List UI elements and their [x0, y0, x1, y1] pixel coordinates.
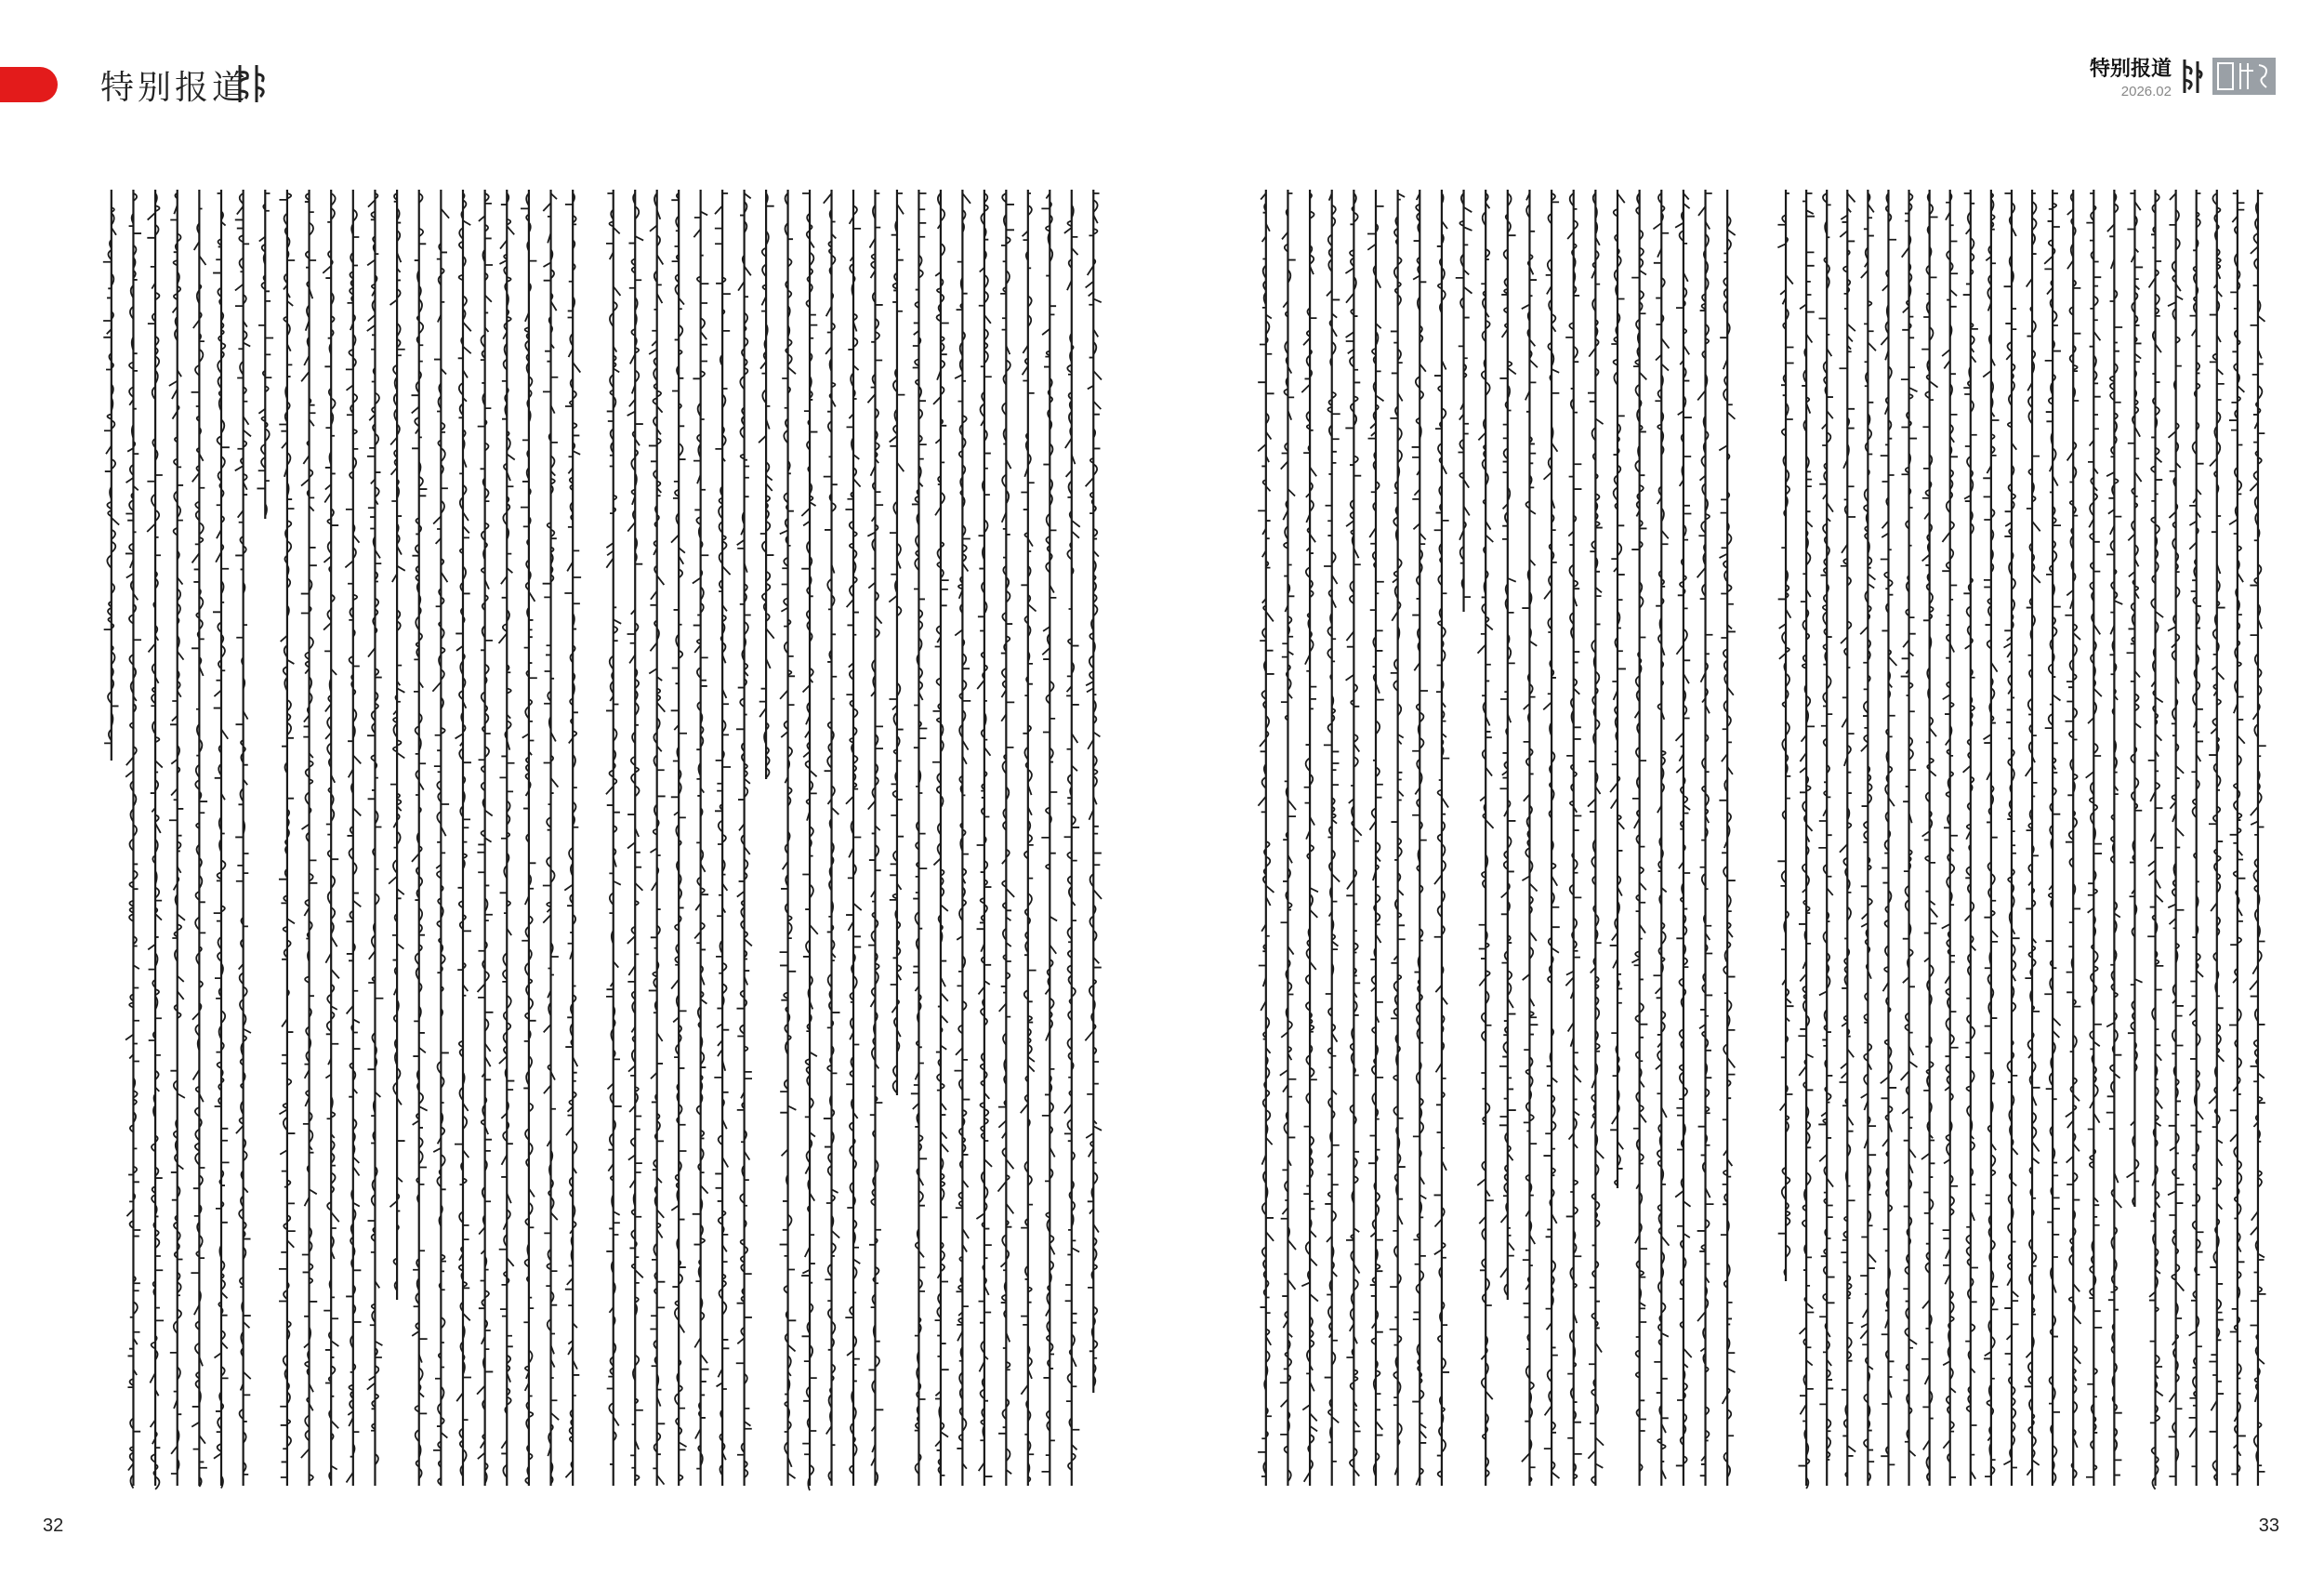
script-column: [1280, 190, 1297, 1486]
text-block-right-a: [1255, 184, 1738, 1504]
script-column: [2065, 190, 2080, 1486]
script-column: [125, 190, 141, 1489]
script-column: [997, 190, 1014, 1486]
script-column: [1301, 190, 1318, 1486]
script-column: [1675, 190, 1692, 1486]
script-column: [455, 190, 471, 1486]
script-column: [2209, 190, 2225, 1486]
script-column: [1543, 190, 1560, 1486]
left-section-title: 特别报道: [100, 69, 250, 107]
script-column: [1499, 190, 1516, 1300]
script-column: [1390, 190, 1406, 1486]
issue-date: 2026.02: [2120, 84, 2172, 99]
script-column: [2044, 190, 2061, 1486]
script-column: [759, 190, 774, 779]
script-column: [1963, 190, 1978, 1486]
script-column: [932, 190, 949, 1486]
script-column: [1798, 190, 1815, 1489]
script-column: [1818, 190, 1834, 1486]
script-column: [780, 190, 797, 1486]
script-column: [2003, 190, 2019, 1486]
script-column: [323, 190, 339, 1486]
script-column: [411, 190, 427, 1486]
script-column: [169, 190, 185, 1486]
mongolian-title-mark: [2179, 58, 2205, 95]
script-column: [147, 190, 164, 1489]
right-page-header: [2090, 58, 2276, 113]
script-column: [1456, 190, 1472, 612]
script-column: [521, 190, 537, 1486]
script-column: [1881, 190, 1897, 1486]
script-column: [1777, 190, 1793, 1281]
script-column: [1258, 190, 1274, 1486]
script-column: [2086, 190, 2103, 1486]
script-column: [1085, 190, 1102, 1393]
script-column: [2229, 190, 2246, 1486]
script-column: [1697, 190, 1714, 1486]
script-column: [301, 190, 318, 1486]
script-column: [1921, 190, 1938, 1486]
script-column: [1477, 190, 1494, 1486]
script-column: [736, 190, 752, 1486]
script-column: [1610, 190, 1626, 1188]
text-block-left-a: [100, 184, 584, 1504]
text-block-right-b: [1776, 184, 2268, 1504]
script-column: [1345, 190, 1361, 1486]
script-column: [824, 190, 840, 1486]
script-column: [1522, 190, 1538, 1486]
script-column: [2106, 190, 2123, 1486]
script-column: [606, 190, 622, 1486]
right-page-body: [1255, 184, 2268, 1504]
script-column: [1860, 190, 1876, 1486]
script-column: [564, 190, 581, 1486]
script-column: [649, 190, 666, 1486]
script-column: [801, 190, 818, 1490]
script-column: [235, 190, 251, 1486]
script-column: [2025, 190, 2040, 1486]
script-column: [889, 190, 905, 1095]
script-column: [345, 190, 361, 1486]
script-column: [2250, 190, 2266, 1486]
script-column: [1041, 190, 1057, 1486]
section-color-tab: [0, 67, 58, 102]
script-column: [1631, 190, 1647, 1486]
script-column: [543, 190, 560, 1486]
script-column: [1367, 190, 1384, 1486]
script-column: [2189, 190, 2204, 1486]
script-column: [1412, 190, 1428, 1486]
script-column: [976, 190, 992, 1486]
script-column: [1901, 190, 1918, 1486]
magazine-logo: [2212, 58, 2276, 95]
text-block-left-b: [602, 184, 1104, 1504]
script-column: [1983, 190, 1999, 1486]
script-column: [191, 190, 207, 1487]
script-column: [103, 190, 119, 761]
script-column: [1324, 190, 1340, 1486]
script-column: [1064, 190, 1080, 1486]
script-column: [1653, 190, 1669, 1486]
script-column: [257, 190, 273, 519]
script-column: [1565, 190, 1582, 1486]
script-column: [213, 190, 230, 1489]
script-column: [432, 190, 449, 1486]
mongolian-title-mark: [232, 63, 271, 104]
script-column: [911, 190, 928, 1486]
script-column: [2147, 190, 2163, 1489]
script-column: [279, 190, 296, 1486]
page-number-right: 33: [2258, 1515, 2279, 1536]
script-column: [867, 190, 883, 1486]
script-column: [845, 190, 861, 1486]
script-column: [1588, 190, 1604, 1486]
script-column: [1719, 190, 1736, 1486]
script-column: [693, 190, 709, 1486]
script-column: [389, 190, 405, 1300]
script-column: [499, 190, 515, 1486]
script-column: [1021, 190, 1037, 1486]
right-section-title: 特别报道: [2089, 58, 2172, 81]
script-column: [367, 190, 384, 1486]
left-page-body: [100, 184, 1104, 1504]
script-column: [1434, 190, 1450, 1486]
script-column: [477, 190, 493, 1486]
script-column: [2168, 190, 2184, 1486]
script-column: [2127, 190, 2144, 1207]
script-column: [954, 190, 971, 1486]
script-column: [671, 190, 687, 1486]
script-column: [1942, 190, 1959, 1486]
page-number-left: 32: [43, 1515, 64, 1536]
script-column: [1839, 190, 1855, 1486]
script-column: [627, 190, 644, 1486]
script-column: [714, 190, 731, 1486]
